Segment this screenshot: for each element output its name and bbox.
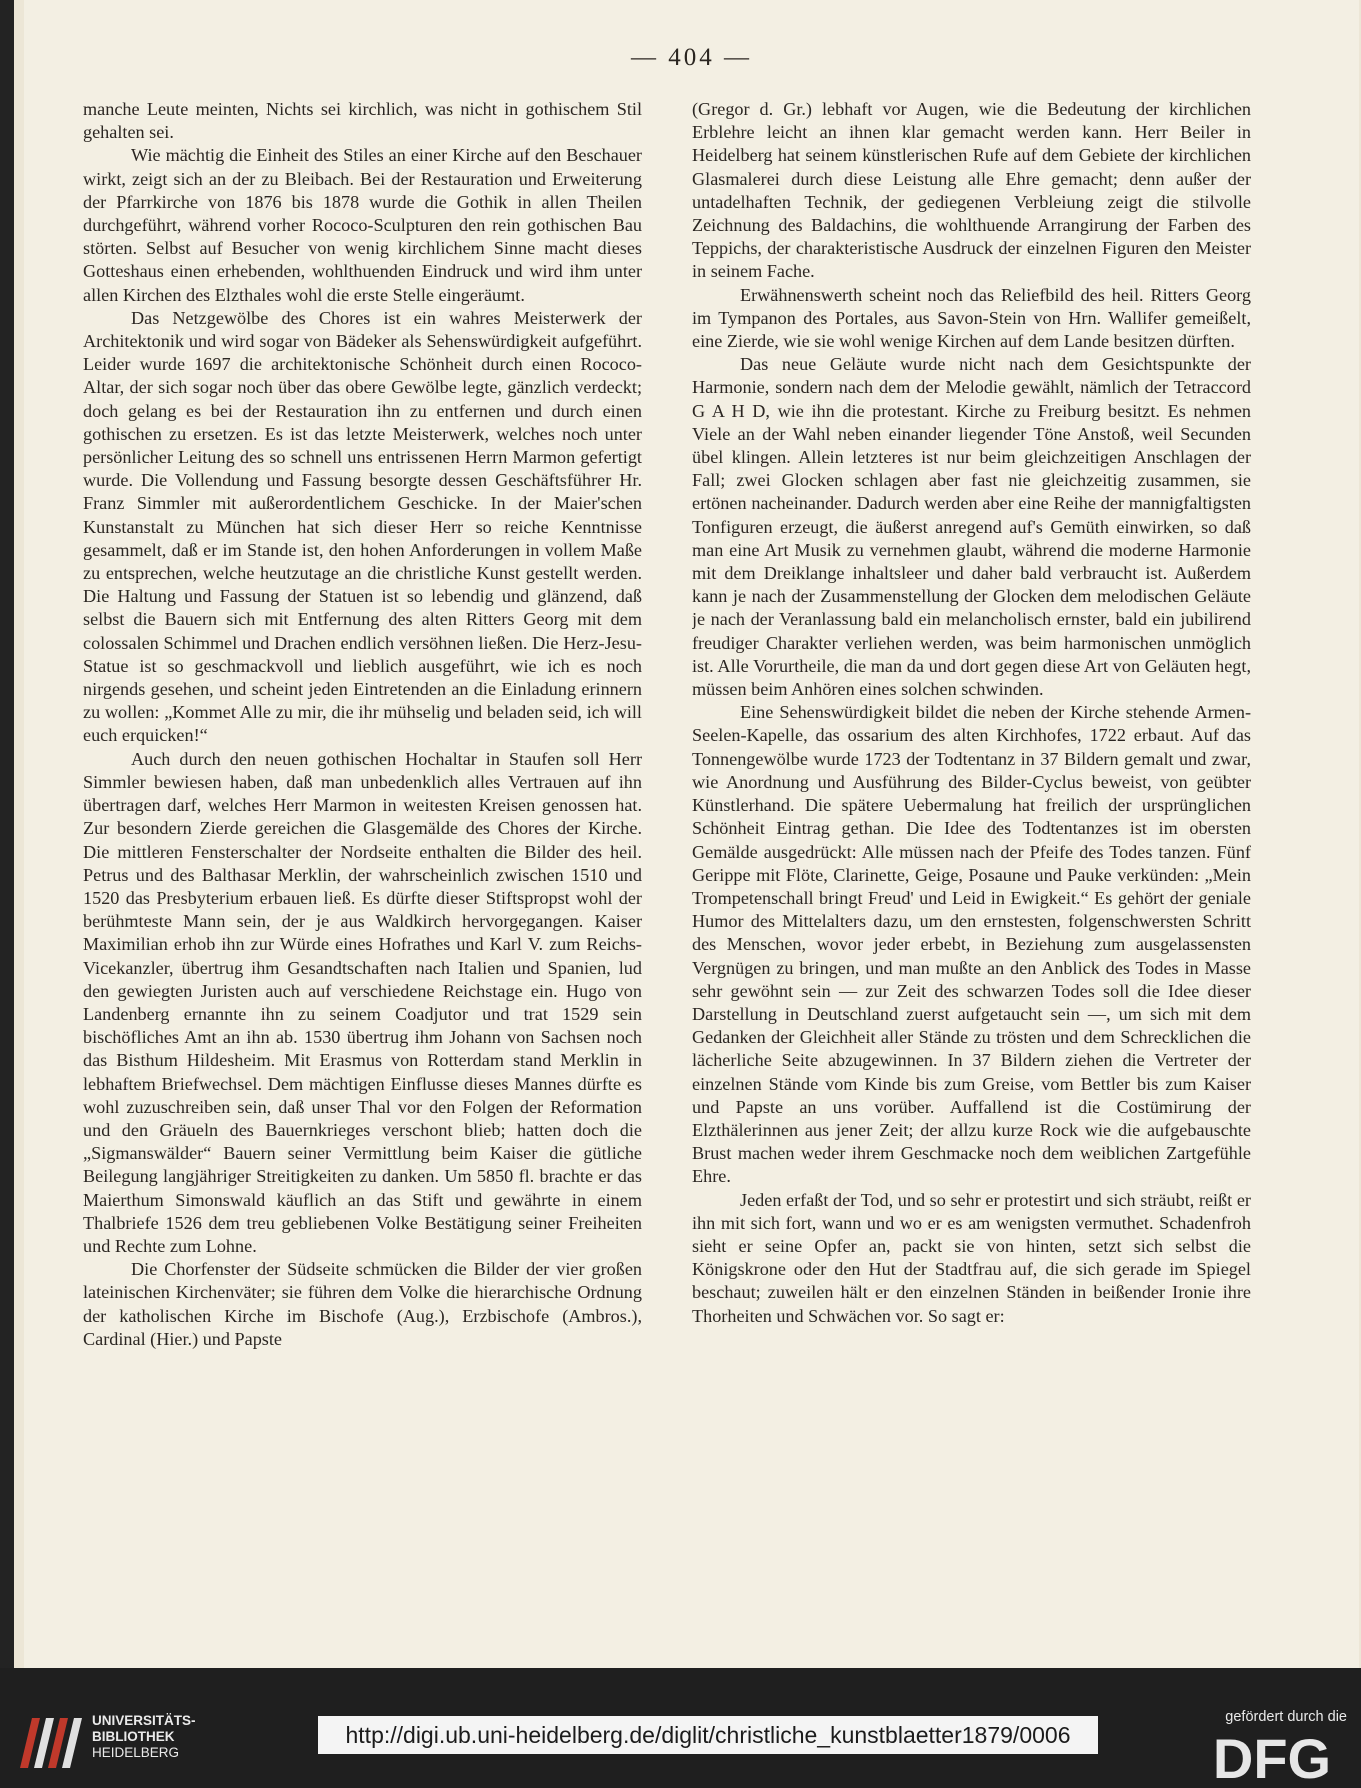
paragraph: Auch durch den neuen gothischen Hochaltar in Staufen soll Herr Simmler bewiesen haben, daß man unbedenklich alles Vertrauen auf ihn übertragen darf, welches Herr Marmon in weitesten Kreisen genossen hat. Zur besondern Zierde gereichen die Glasgemälde des Chores der Kirche. Die mittleren Fensterschalter der Nordseite enthalten die Bilder des heil. Petrus und des Balthasar Merklin, der wahrscheinlich zwischen 1510 und 1520 das Presbyterium erbauen ließ. Es dürfte dieser Stiftspropst wohl der berühmteste Mann sein, der je aus Waldkirch hervorgegangen. Kaiser Maximilian erhob ihn zur Würde eines Hofrathes und Karl V. zum Reichs-Vicekanzler, übertrug ihm Gesandtschaften nach Italien und Spanien, lud den gewiegten Juristen auch auf verschiedene Reichstage ein. Hugo von Landenberg ernannte ihn zu seinem Coadjutor und trat 1529 sein bischöfliches Amt an ihn ab. 1530 übertrug ihm Johann von Sachsen noch das Bisthum Hildesheim. Mit Erasmus von Rotterdam stand Merklin in lebhaftem Briefwechsel. Dem mächtigen Einflusse dieses Mannes dürfte es wohl zuzuschreiben sein, daß unser Thal vor den Folgen der Reformation und den Gräueln des Bauernkrieges verschont blieb; hatten doch die „Sigmanswälder“ Bauern seiner Vermittlung beim Kaiser die gütliche Beilegung langjähriger Streitigkeiten zu danken. Um 5850 fl. brachte er das Maierthum Simonswald käuflich an das Stift und gewährte in einem Thalbriefe 1526 dem treu gebliebenen Volke Bestätigung seiner Freiheiten und Rechte zum Lohne.	[83, 748, 642, 1256]
page-number: — 404 —	[631, 44, 752, 71]
paragraph: Wie mächtig die Einheit des Stiles an einer Kirche auf den Beschauer wirkt, zeigt sich an der zu Bleibach. Bei der Restauration und Erweiterung der Pfarrkirche von 1876 bis 1878 wurde die Gothik in allen Theilen durchgeführt, während vorher Rococo-Sculpturen den rein gothischen Bau störten. Selbst auf Besucher von wenig kirchlichem Sinne macht dieses Gotteshaus einen erhebenden, wohlthuenden Eindruck und wird ihm unter allen Kirchen des Elzthales wohl die erste Stelle eingeräumt.	[83, 145, 642, 305]
paragraph: Das neue Geläute wurde nicht nach dem Gesichtspunkte der Harmonie, sondern nach dem der Melodie gewählt, nämlich der Tetraccord G A H D, wie ihn die protestant. Kirche zu Freiburg besitzt. Es nehmen Viele an der Wahl neben einander liegender Töne Anstoß, weil Secunden übel klingen. Allein letzteres ist nur beim gleichzeitigen Anschlagen der Fall; zwei Glocken schlagen aber fast nie gleichzeitig zusammen, sie ertönen nacheinander. Dadurch werden aber eine Reihe der mannigfaltigsten Tonfiguren erzeugt, die äußerst anregend auf's Gemüth einwirken, so daß man eine Art Musik zu vernehmen glaubt, während die moderne Harmonie mit dem Dreiklange inhaltsleer und daher bald verbraucht ist. Außerdem kann je nach der Zusammenstellung der Glocken dem melodischen Geläute je nach der Veranlassung bald ein melancholisch ernster, bald ein jubilirend freudiger Charakter verliehen werden, was beim harmonischen unmöglich ist. Alle Vorurtheile, die man da und dort gegen diese Art von Geläuten hegt, müssen beim Anhören eines solchen schwinden.	[692, 354, 1251, 700]
paragraph: Eine Sehenswürdigkeit bildet die neben der Kirche stehende Armen-Seelen-Kapelle, das ossarium des alten Kirchhofes, 1722 erbaut. Auf das Tonnengewölbe wurde 1723 der Todtentanz in 37 Bildern gemalt und zwar, wie Anordnung und Ausführung des Bilder-Cyclus beweist, von geübter Künstlerhand. Die spätere Uebermalung hat freilich der ursprünglichen Schönheit Eintrag gethan. Die Idee des Todtentanzes ist im obersten Gemälde ausgedrückt: Alle müssen nach der Pfeife des Todes tanzen. Fünf Gerippe mit Flöte, Clarinette, Geige, Posaune und Pauke verkünden: „Mein Trompetenschall bringt Freud' und Leid in Ewigkeit.“ Es gehört der geniale Humor des Mittelalters dazu, um den ernstesten, folgenschwersten Schritt des Menschen, wovor jeder erbebt, in Beziehung zum ausgelassensten Vergnügen zu bringen, und man mußte an den Anblick des Todes in Masse sehr gewöhnt sein — zur Zeit des schwarzen Todes soll die Idee dieser Darstellung in Deutschland zuerst aufgetaucht sein —, um sich mit dem Gedanken der Gleichheit aller Stände zu trösten und dem Schrecklichen die lächerliche Seite abzugewinnen. In 37 Bildern ziehen die Vertreter der einzelnen Stände vom Kinde bis zum Greise, vom Bettler bis zum Kaiser und Papste an uns vorüber. Auffallend ist die Costümirung der Elzthälerinnen aus jener Zeit; der allzu kurze Rock wie die aufgebauschte Brust machen weder ihrem Geschmacke noch dem weiblichen Zartgefühle Ehre.	[692, 702, 1251, 1187]
funded-by-label: gefördert durch die	[1225, 1709, 1347, 1725]
paragraph: Die Chorfenster der Südseite schmücken die Bilder der vier großen lateinischen Kirchenväter; sie führen dem Volke die hierarchische Ordnung der katholischen Kirche im Bischofe (Aug.), Erzbischofe (Ambros.), Cardinal (Hier.) und Papste	[83, 1259, 642, 1349]
university-library-logo-icon	[12, 1708, 87, 1776]
paragraph: Das Netzgewölbe des Chores ist ein wahres Meisterwerk der Architektonik und wird sogar von Bädeker als Sehenswürdigkeit aufgeführt. Leider wurde 1697 die architektonische Schönheit durch einen Rococo-Altar, der sich sogar noch über das obere Gewölbe legte, gänzlich verdeckt; doch gelang es bei der Restauration ihn zu entfernen und durch einen gothischen zu ersetzen. Es ist das letzte Meisterwerk, welches noch unter persönlicher Leitung des so schnell uns entrissenen Herrn Marmon gefertigt wurde. Die Vollendung und Fassung besorgte dessen Geschäftsführer Hr. Franz Simmler mit außerordentlichem Geschicke. In der Maier'schen Kunstanstalt zu München hat sich dieser Herr so reiche Kenntnisse gesammelt, daß er im Stande ist, den hohen Anforderungen in vollem Maße zu entsprechen, welche heutzutage an die christliche Kunst gestellt werden. Die Haltung und Fassung der Statuen ist so lebendig und glänzend, daß selbst die Bauern sich mit Entfernung des alten Ritters Georg mit dem colossalen Schimmel und Drachen endlich versöhnen ließen. Die Herz-Jesu-Statue ist so geschmackvoll und lieblich ausgeführt, wie ich es noch nirgends gesehen, und scheint jeden Eintretenden an die Einladung erinnern zu wollen: „Kommet Alle zu mir, die ihr mühselig und beladen seid, ich will euch erquicken!“	[83, 307, 642, 746]
paragraph: (Gregor d. Gr.) lebhaft vor Augen, wie die Bedeutung der kirchlichen Erblehre leicht an ihnen klar gemacht werden kann. Herr Beiler in Heidelberg hat seinem künstlerischen Rufe auf dem Gebiete der kirchlichen Glasmalerei durch diese Leistung alle Ehre gemacht; denn außer der untadelhaften Technik, der gediegenen Verbleiung zeigt die stilvolle Zeichnung des Baldachins, die wohlthuende Arrangirung der Farben des Teppichs, der charakteristische Ausdruck der einzelnen Figuren den Meister in seinem Fache.	[692, 99, 1251, 282]
paragraph: manche Leute meinten, Nichts sei kirchlich, was nicht in gothischem Stil gehalten sei.	[83, 99, 642, 143]
left-column	[83, 98, 642, 1638]
right-column	[692, 98, 1251, 1638]
svg-text:DFG: DFG	[1212, 1730, 1332, 1782]
paragraph: Erwähnenswerth scheint noch das Reliefbild des heil. Ritters Georg im Tympanon des Portales, aus Savon-Stein von Hrn. Wallifer gemeißelt, eine Zierde, wie sie wohl wenige Kirchen auf dem Lande besitzen dürften.	[692, 284, 1251, 352]
permalink-url[interactable]: http://digi.ub.uni-heidelberg.de/diglit/christliche_kunstblaetter1879/0006	[318, 1716, 1098, 1754]
footer-bar	[0, 1668, 1361, 1788]
paragraph: Jeden erfaßt der Tod, und so sehr er protestirt und sich sträubt, reißt er ihn mit sich fort, wann und wo er es am wenigsten vermuthet. Schadenfroh sieht er seine Opfer an, packt sie von hinten, setzt sich selbst die Königskrone oder den Hut der Stadtfrau auf, die sich gerade im Spiegel beschaut; zuweilen hält er den einzelnen Ständen in beißender Ironie ihre Thorheiten und Schwächen vor. So sagt er:	[692, 1189, 1251, 1326]
library-name: UNIVERSITÄTS- BIBLIOTHEK HEIDELBERG	[92, 1713, 196, 1760]
page-paper	[24, 0, 1359, 1668]
dfg-logo-icon	[1197, 1730, 1347, 1782]
scanned-page	[14, 0, 1361, 1668]
